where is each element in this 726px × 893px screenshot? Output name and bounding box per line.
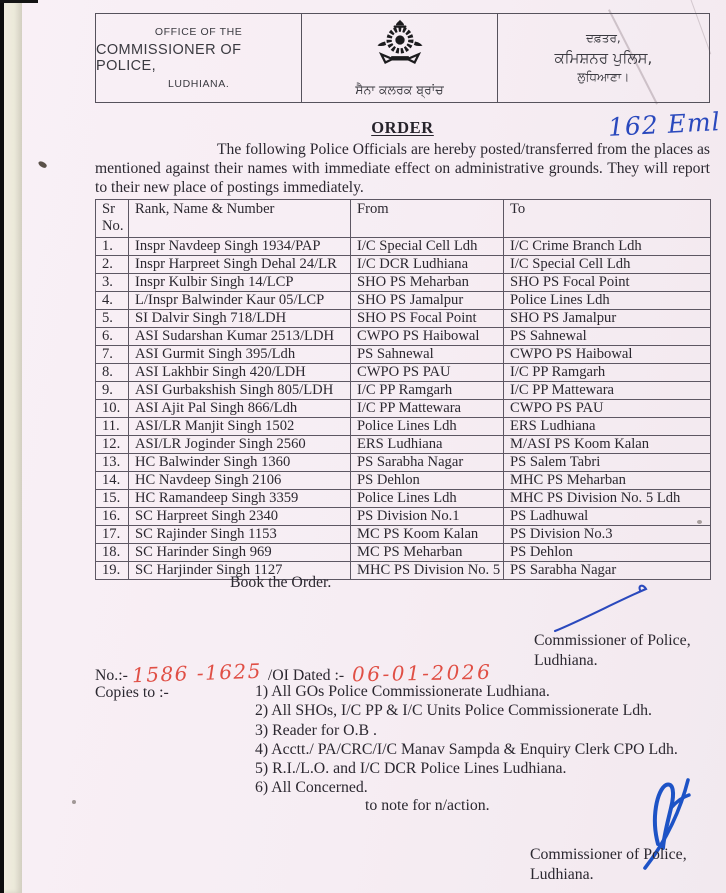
rank-name-cell: ASI/LR Joginder Singh 2560	[129, 436, 351, 454]
to-cell: PS Salem Tabri	[504, 454, 711, 472]
rank-name-cell: Inspr Harpreet Singh Dehal 24/LR	[129, 256, 351, 274]
from-cell: ERS Ludhiana	[351, 436, 504, 454]
table-row	[96, 382, 711, 400]
to-cell: SHO PS Jamalpur	[504, 310, 711, 328]
from-cell: I/C Special Cell Ldh	[351, 238, 504, 256]
order-title: ORDER	[371, 118, 434, 137]
letterhead-punjabi-cell	[498, 14, 709, 102]
to-cell: PS Sahnewal	[504, 328, 711, 346]
sr-no-cell: 13.	[96, 454, 129, 472]
from-cell: SHO PS Meharban	[351, 274, 504, 292]
rank-name-cell: ASI/LR Manjit Singh 1502	[129, 418, 351, 436]
commissioner-line-punjabi: ਕਮਿਸ਼ਨਰ ਪੁਲਿਸ,	[554, 49, 653, 67]
sr-no-cell: 17.	[96, 526, 129, 544]
table-row	[96, 562, 711, 580]
from-cell: I/C PP Mattewara	[351, 400, 504, 418]
signatory-title: Commissioner of Police,	[534, 632, 691, 649]
sr-no-cell: 18.	[96, 544, 129, 562]
table-row	[96, 454, 711, 472]
office-line-punjabi: ਦਫ਼ਤਰ,	[585, 31, 621, 45]
scan-artifact	[72, 800, 76, 804]
signatory-place: Ludhiana.	[530, 866, 594, 883]
sr-no-cell: 12.	[96, 436, 129, 454]
sr-no-cell: 2.	[96, 256, 129, 274]
table-row	[96, 328, 711, 346]
to-cell: Police Lines Ldh	[504, 292, 711, 310]
table-row	[96, 526, 711, 544]
rank-name-cell: L/Inspr Balwinder Kaur 05/LCP	[129, 292, 351, 310]
table-row	[96, 274, 711, 292]
to-cell: I/C Special Cell Ldh	[504, 256, 711, 274]
table-row	[96, 400, 711, 418]
no-label: No.:-	[95, 667, 128, 684]
to-cell: I/C PP Ramgarh	[504, 364, 711, 382]
handwritten-date: 06-01-2026	[351, 659, 493, 687]
signatory-place: Ludhiana.	[534, 652, 598, 669]
to-cell: PS Dehlon	[504, 544, 711, 562]
signatory-block-2	[530, 845, 687, 885]
rank-name-cell: SI Dalvir Singh 718/LDH	[129, 310, 351, 328]
rank-name-cell: SC Harjinder Singh 1127	[129, 562, 351, 580]
sr-no-cell: 7.	[96, 346, 129, 364]
rank-name-cell: SC Harinder Singh 969	[129, 544, 351, 562]
table-row	[96, 346, 711, 364]
transfer-table	[95, 199, 711, 580]
from-cell: PS Sarabha Nagar	[351, 454, 504, 472]
sr-no-cell: 5.	[96, 310, 129, 328]
sr-no-cell: 14.	[96, 472, 129, 490]
from-cell: I/C DCR Ludhiana	[351, 256, 504, 274]
rank-name-cell: HC Balwinder Singh 1360	[129, 454, 351, 472]
scan-artifact	[37, 160, 47, 169]
sr-no-cell: 6.	[96, 328, 129, 346]
copies-list-item: 6) All Concerned.	[255, 779, 368, 797]
to-cell: CWPO PS PAU	[504, 400, 711, 418]
table-row	[96, 472, 711, 490]
letterhead	[95, 13, 710, 103]
from-cell: CWPO PS Haibowal	[351, 328, 504, 346]
from-cell: MC PS Meharban	[351, 544, 504, 562]
branch-caption: ਸੈਨਾ ਕਲਰਕ ਬ੍ਰਾਂਚ	[355, 81, 444, 97]
table-row	[96, 544, 711, 562]
order-table-body	[96, 238, 711, 580]
sr-no-cell: 4.	[96, 292, 129, 310]
sr-no-cell: 1.	[96, 238, 129, 256]
from-cell: MC PS Koom Kalan	[351, 526, 504, 544]
oi-dated-label: /OI Dated :-	[267, 667, 345, 684]
page-left-margin-edge	[4, 0, 22, 893]
sr-no-cell: 10.	[96, 400, 129, 418]
letterhead-emblem-cell	[302, 14, 497, 102]
from-cell: SHO PS Focal Point	[351, 310, 504, 328]
scan-left-border	[0, 0, 4, 893]
table-row	[96, 310, 711, 328]
table-row	[96, 490, 711, 508]
punjab-police-crest-icon	[376, 19, 424, 78]
from-cell: PS Dehlon	[351, 472, 504, 490]
to-cell: ERS Ludhiana	[504, 418, 711, 436]
rank-name-cell: SC Rajinder Singh 1153	[129, 526, 351, 544]
sr-no-cell: 8.	[96, 364, 129, 382]
copies-list-item: 3) Reader for O.B .	[255, 721, 377, 739]
rank-name-cell: ASI Lakhbir Singh 420/LDH	[129, 364, 351, 382]
book-the-order-note: Book the Order.	[230, 574, 332, 591]
rank-name-cell: ASI Gurbakshish Singh 805/LDH	[129, 382, 351, 400]
rank-name-cell: ASI Gurmit Singh 395/Ldh	[129, 346, 351, 364]
city-line: LUDHIANA.	[167, 78, 230, 90]
handwritten-dispatch-number: 1586 -1625	[131, 658, 263, 688]
copies-list-item: 4) Acctt./ PA/CRC/I/C Manav Sampda & Enquiry Clerk CPO Ldh.	[255, 740, 678, 758]
table-row	[96, 292, 711, 310]
from-cell: CWPO PS PAU	[351, 364, 504, 382]
sr-no-cell: 9.	[96, 382, 129, 400]
table-row	[96, 238, 711, 256]
handwritten-diary-number: 162 Eml	[607, 107, 722, 142]
signatory-block-1	[534, 631, 691, 671]
sr-no-cell: 19.	[96, 562, 129, 580]
from-cell: PS Sahnewal	[351, 346, 504, 364]
from-cell: PS Division No.1	[351, 508, 504, 526]
sr-no-cell: 11.	[96, 418, 129, 436]
to-cell: MHC PS Division No. 5 Ldh	[504, 490, 711, 508]
rank-name-cell: ASI Ajit Pal Singh 866/Ldh	[129, 400, 351, 418]
order-intro-paragraph: The following Police Officials are hereby posted/transferred from the places as mentioned against their names with immediate effect on administrative grounds. They will report to their new place of postings immediately.	[95, 141, 710, 196]
to-cell: SHO PS Focal Point	[504, 274, 711, 292]
copies-to-label: Copies to :-	[95, 684, 169, 701]
letterhead-english-cell	[96, 14, 302, 102]
to-cell: M/ASI PS Koom Kalan	[504, 436, 711, 454]
note-for-action: to note for n/action.	[365, 797, 490, 814]
rank-name-cell: ASI Sudarshan Kumar 2513/LDH	[129, 328, 351, 346]
signature-stroke-1	[550, 582, 660, 637]
rank-name-cell: SC Harpreet Singh 2340	[129, 508, 351, 526]
rank-name-cell: Inspr Navdeep Singh 1934/PAP	[129, 238, 351, 256]
to-cell: I/C Crime Branch Ldh	[504, 238, 711, 256]
to-cell: CWPO PS Haibowal	[504, 346, 711, 364]
from-header: From	[351, 200, 504, 238]
sr-no-header: Sr No.	[96, 200, 129, 238]
from-cell: I/C PP Ramgarh	[351, 382, 504, 400]
table-row	[96, 508, 711, 526]
table-row	[96, 436, 711, 454]
office-line: OFFICE OF THE	[154, 26, 243, 38]
from-cell: Police Lines Ldh	[351, 418, 504, 436]
copies-list-item: 5) R.I./L.O. and I/C DCR Police Lines Ludhiana.	[255, 760, 567, 778]
sr-no-cell: 15.	[96, 490, 129, 508]
from-cell: Police Lines Ldh	[351, 490, 504, 508]
sr-no-cell: 3.	[96, 274, 129, 292]
rank-name-header: Rank, Name & Number	[129, 200, 351, 238]
table-header-row	[96, 200, 711, 238]
table-row	[96, 364, 711, 382]
from-cell: SHO PS Jamalpur	[351, 292, 504, 310]
to-cell: PS Sarabha Nagar	[504, 562, 711, 580]
copies-list	[255, 682, 678, 798]
to-cell: PS Division No.3	[504, 526, 711, 544]
table-row	[96, 418, 711, 436]
sr-no-cell: 16.	[96, 508, 129, 526]
to-header: To	[504, 200, 711, 238]
to-cell: PS Ladhuwal	[504, 508, 711, 526]
scan-top-border	[0, 0, 38, 3]
signatory-title: Commissioner of Police,	[530, 846, 687, 863]
copies-list-item: 2) All SHOs, I/C PP & I/C Units Police Commissionerate Ldh.	[255, 702, 652, 720]
table-row	[96, 256, 711, 274]
rank-name-cell: HC Ramandeep Singh 3359	[129, 490, 351, 508]
rank-name-cell: HC Navdeep Singh 2106	[129, 472, 351, 490]
copies-list-item: 1) All GOs Police Commissionerate Ludhiana.	[255, 683, 550, 700]
to-cell: MHC PS Meharban	[504, 472, 711, 490]
from-cell: MHC PS Division No. 5	[351, 562, 504, 580]
commissioner-line: COMMISSIONER OF POLICE,	[96, 42, 242, 74]
city-line-punjabi: ਲੁਧਿਆਣਾ।	[577, 70, 630, 84]
to-cell: I/C PP Mattewara	[504, 382, 711, 400]
rank-name-cell: Inspr Kulbir Singh 14/LCP	[129, 274, 351, 292]
